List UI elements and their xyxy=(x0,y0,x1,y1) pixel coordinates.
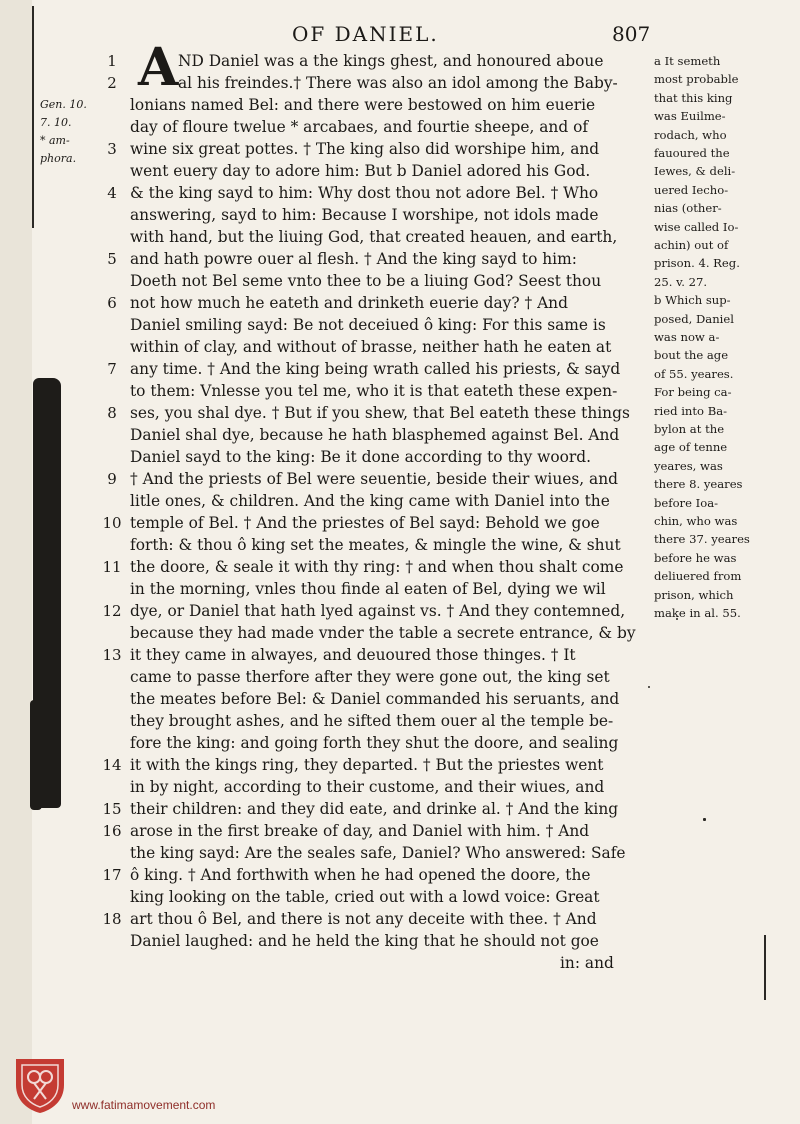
text-line: Doeth not Bel seme vnto thee to be a liuing God? Seest thou xyxy=(130,272,602,290)
text-line: their children: and they did eate, and drinke al. † And the king xyxy=(130,800,619,818)
right-margin-note: was Euilme- xyxy=(654,109,726,124)
text-line: art thou ô Bel, and there is not any deceite with thee. † And xyxy=(130,910,597,928)
text-line: and hath powre ouer al flesh. † And the king sayd to him: xyxy=(130,250,577,268)
text-line: † And the priests of Bel were seuentie, beside their wiues, and xyxy=(130,470,618,488)
margin-rule xyxy=(32,6,34,228)
text-line: al his freindes.† There was also an idol among the Baby- xyxy=(178,74,618,92)
text-line: Daniel shal dye, because he hath blasphemed against Bel. And xyxy=(130,426,620,444)
text-line: fore the king: and going forth they shut the doore, and sealing xyxy=(130,734,619,752)
text-line: dye, or Daniel that hath lyed against vs. † And they contemned, xyxy=(130,602,626,620)
binding-shadow-lower xyxy=(30,700,42,810)
right-margin-note: chin, who was xyxy=(654,514,738,528)
shield-logo-icon xyxy=(12,1055,68,1115)
right-margin-note: was now a- xyxy=(654,330,720,344)
text-line: in by night, according to their custome, and their wiues, and xyxy=(130,778,605,796)
right-margin-note: wise called Io- xyxy=(654,219,739,234)
page-gutter xyxy=(0,0,32,1124)
right-margin-note: Iewes, & deli- xyxy=(654,164,736,179)
verse-number: 9 xyxy=(107,470,117,488)
right-margin-note: a It semeth xyxy=(654,54,721,68)
text-line: Daniel smiling sayd: Be not deceiued ô king: For this same is xyxy=(130,316,606,334)
left-margin-note: 7. 10. xyxy=(40,116,72,129)
text-line: answering, sayd to him: Because I worshipe, not idols made xyxy=(130,206,599,224)
catchword: in: and xyxy=(560,954,614,972)
verse-number: 18 xyxy=(102,910,122,928)
right-margin-note: bout the age xyxy=(654,348,729,363)
text-line: any time. † And the king being wrath called his priests, & sayd xyxy=(130,360,621,378)
text-line: within of clay, and without of brasse, neither hath he eaten at xyxy=(130,338,612,356)
right-margin-note: achin) out of xyxy=(654,238,729,252)
right-margin-note: 25. v. 27. xyxy=(654,274,708,289)
verse-number: 14 xyxy=(102,756,122,774)
text-line: forth: & thou ô king set the meates, & mingle the wine, & shut xyxy=(130,536,621,554)
text-line: ô king. † And forthwith when he had opened the doore, the xyxy=(130,866,591,884)
verse-number: 1 xyxy=(107,52,117,70)
right-margin-note: rodach, who xyxy=(654,127,727,142)
text-line: in the morning, vnles thou finde al eaten of Bel, dying we wil xyxy=(130,580,606,598)
text-line: went euery day to adore him: But b Daniel adored his God. xyxy=(130,162,591,180)
text-line: wine six great pottes. † The king also did worshipe him, and xyxy=(130,140,600,158)
verse-number: 2 xyxy=(107,74,117,92)
verse-number: 6 xyxy=(107,294,117,312)
right-margin-note: there 8. yeares xyxy=(654,477,743,492)
right-margin-note: before he was xyxy=(654,550,737,565)
text-line: the meates before Bel: & Daniel commanded his seruants, and xyxy=(130,690,620,708)
text-line: it with the kings ring, they departed. † But the priestes went xyxy=(130,756,604,774)
text-line: Daniel sayd to the king: Be it done according to thy woord. xyxy=(130,448,591,466)
verse-number: 15 xyxy=(102,800,122,818)
text-line: because they had made vnder the table a secrete entrance, & by xyxy=(130,624,636,642)
running-head: OF DANIEL. xyxy=(292,22,439,46)
footer-url[interactable]: www.fatimamovement.com xyxy=(72,1098,216,1112)
right-margin-note: ried into Ba- xyxy=(654,403,728,418)
right-margin-note: nias (other- xyxy=(654,201,722,216)
right-margin-note: bylon at the xyxy=(654,422,725,436)
right-margin-note: most probable xyxy=(654,72,739,87)
right-margin-note: fauoured the xyxy=(654,146,730,160)
verse-number: 3 xyxy=(107,140,117,158)
verse-number: 11 xyxy=(102,558,122,576)
verse-number: 13 xyxy=(102,646,122,664)
right-margin-note: For being ca- xyxy=(654,385,732,400)
verse-number: 17 xyxy=(102,866,122,884)
right-margin-note: b Which sup- xyxy=(654,293,731,308)
right-margin-note: deliuered from xyxy=(654,569,742,584)
text-line: temple of Bel. † And the priestes of Bel sayd: Behold we goe xyxy=(130,514,600,532)
text-line: they brought ashes, and he sifted them ouer al the temple be- xyxy=(130,712,614,730)
text-line: ses, you shal dye. † But if you shew, that Bel eateth these things xyxy=(130,404,630,422)
text-line: litle ones, & children. And the king came with Daniel into the xyxy=(130,492,610,510)
text-line: & the king sayd to him: Why dost thou not adore Bel. † Who xyxy=(130,184,599,202)
margin-rule-lower xyxy=(764,935,766,1000)
verse-number: 16 xyxy=(102,822,122,840)
right-margin-note: age of tenne xyxy=(654,440,728,455)
verse-number: 10 xyxy=(102,514,122,532)
right-margin-note: that this king xyxy=(654,90,733,105)
text-line: lonians named Bel: and there were bestowed on him euerie xyxy=(130,96,596,114)
verse-number: 7 xyxy=(107,360,117,378)
right-margin-note: of 55. yeares. xyxy=(654,366,734,381)
text-line: ND Daniel was a the kings ghest, and honoured aboue xyxy=(178,52,604,70)
text-line: the doore, & seale it with thy ring: † and when thou shalt come xyxy=(130,558,624,576)
verse-number: 5 xyxy=(107,250,117,268)
text-line: with hand, but the liuing God, that created heauen, and earth, xyxy=(130,228,618,246)
left-margin-note: * am- xyxy=(40,134,70,147)
drop-cap: A xyxy=(138,37,179,98)
right-margin-note: yeares, was xyxy=(654,458,723,473)
text-line: to them: Vnlesse you tel me, who it is that eateth these expen- xyxy=(130,382,618,400)
verse-number: 4 xyxy=(107,184,117,202)
text-line: Daniel laughed: and he held the king that he should not goe xyxy=(130,932,599,950)
text-line: it they came in alwayes, and deuoured those thinges. † It xyxy=(130,646,576,664)
left-margin-note: Gen. 10. xyxy=(40,98,87,111)
ink-speck xyxy=(703,818,706,821)
text-line: came to passe therfore after they were gone out, the king set xyxy=(130,668,610,686)
text-line: not how much he eateth and drinketh euerie day? † And xyxy=(130,294,568,312)
text-line: the king sayd: Are the seales safe, Daniel? Who answered: Safe xyxy=(130,844,626,862)
right-margin-note: prison, which xyxy=(654,587,734,602)
text-line: day of floure twelue * arcabaes, and fourtie sheepe, and of xyxy=(130,118,589,136)
left-margin-note: phora. xyxy=(40,152,77,165)
right-margin-note: before Ioa- xyxy=(654,495,719,510)
verse-number: 8 xyxy=(107,404,117,422)
right-margin-note: prison. 4. Reg. xyxy=(654,256,740,271)
right-margin-note: posed, Daniel xyxy=(654,311,734,326)
text-line: king looking on the table, cried out with a lowd voice: Great xyxy=(130,888,600,906)
text-line: arose in the first breake of day, and Daniel with him. † And xyxy=(130,822,590,840)
right-margin-note: there 37. yeares xyxy=(654,532,750,547)
right-margin-note: make in al. 55. xyxy=(654,606,741,620)
page-number: 807 xyxy=(612,22,651,46)
verse-number: 12 xyxy=(102,602,122,620)
right-margin-note: uered Iecho- xyxy=(654,182,729,197)
